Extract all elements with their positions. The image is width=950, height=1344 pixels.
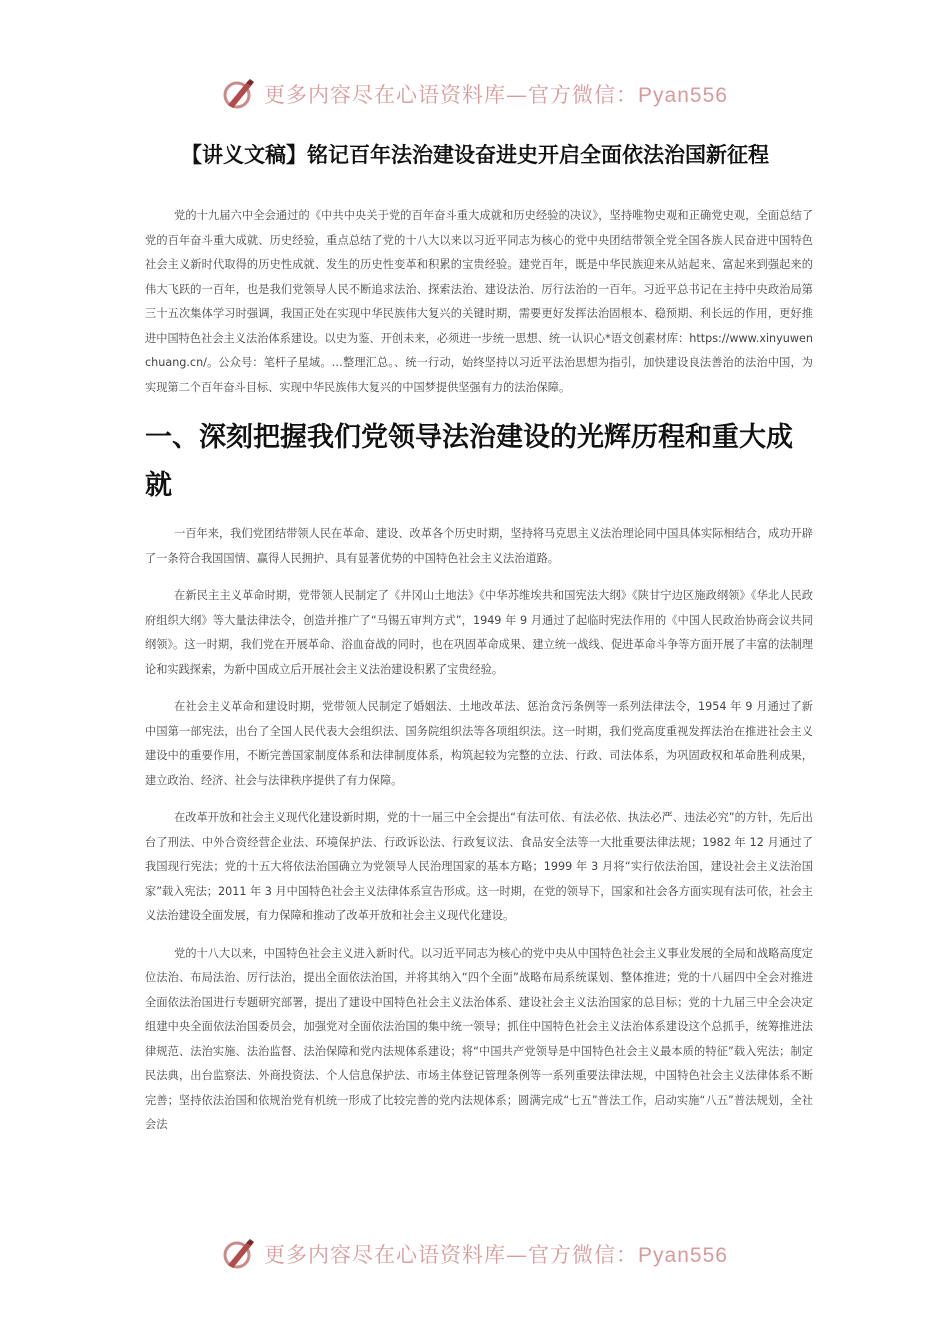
- wechat-id: Pyan556: [638, 1244, 728, 1267]
- banner-text: 更多内容尽在心语资料库—官方微信：Pyan556: [264, 83, 728, 107]
- banner-text: 更多内容尽在心语资料库—官方微信：Pyan556: [264, 1243, 728, 1267]
- footer-watermark-banner: [0, 1232, 950, 1276]
- wechat-id: Pyan556: [638, 84, 728, 107]
- body-paragraph: 一百年来，我们党团结带领人民在革命、建设、改革各个历史时期，坚持将马克思主义法治理论同中国具体实际相结合，成功开辟了一条符合我国国情、赢得人民拥护、具有显著优势的中国特色社会主义法治道路。: [145, 527, 813, 565]
- document-title: 【讲义文稿】铭记百年法治建设奋进史开启全面依法治国新征程: [181, 143, 769, 167]
- header-watermark-banner: [0, 72, 950, 116]
- body-paragraph: 党的十八大以来，中国特色社会主义进入新时代。以习近平同志为核心的党中央从中国特色社会主义事业发展的全局和战略高度定位法治、布局法治、厉行法治，提出全面依法治国，并将其纳入“四个全面”战略布局系统谋划、整体推进；党的十八届四中全会对推进全面依法治国进行专题研究部署，提出了建设中国特色社会主义法治体系、建设社会主义法治国家的总目标；党的十九届三中全会决定组建中央全面依法治国委员会，加强党对全面依法治国的集中统一领导；抓住中国特色社会主义法治体系建设这个总抓手，统筹推进法律规范、法治实施、法治监督、法治保障和党内法规体系建设；将“中国共产党领导是中国特色社会主义最本质的特征”载入宪法；制定民法典，出台监察法、外商投资法、个人信息保护法、市场主体登记管理条例等一系列重要法律法规，中国特色社会主义法律体系不断完善；坚持依法治国和依规治党有机统一形成了比较完善的党内法规体系；圆满完成“七五”普法工作，启动实施“八五”普法规划，全社会法: [145, 946, 813, 1131]
- pen-logo-icon: [222, 77, 256, 111]
- section-heading-1: 一、深刻把握我们党领导法治建设的光辉历程和重大成就: [145, 422, 793, 501]
- intro-paragraph: 党的十九届六中全会通过的《中共中央关于党的百年奋斗重大成就和历史经验的决议》，坚持唯物史观和正确党史观，全面总结了党的百年奋斗重大成就、历史经验，重点总结了党的十八大以来以习近平同志为核心的党中央团结带领全党全国各族人民奋进中国特色社会主义新时代取得的历史性成就、发生的历史性变革和积累的宝贵经验。建党百年，既是中华民族迎来从站起来、富起来到强起来的伟大飞跃的一百年，也是我们党领导人民不断追求法治、探索法治、建设法治、厉行法治的一百年。习近平总书记在主持中央政治局第三十五次集体学习时强调，我国正处在实现中华民族伟大复兴的关键时期，需要更好发挥法治固根本、稳预期、利长远的作用，更好推进中国特色社会主义法治体系建设。以史为鉴、开创未来，必须进一步统一思想、统一认识心*语文创素材库：https://www.xinyuwenchuang.cn/。公众号：笔杆子星域。…整理汇总。、统一行动，始终坚持以习近平法治思想为指引，加快建设良法善治的法治中国，为实现第二个百年奋斗目标、实现中华民族伟大复兴的中国梦提供坚强有力的法治保障。: [145, 209, 813, 394]
- pen-logo-icon: [222, 1237, 256, 1271]
- document-body: [145, 204, 813, 1151]
- body-paragraph: 在改革开放和社会主义现代化建设新时期，党的十一届三中全会提出“有法可依、有法必依、执法必严、违法必究”的方针，先后出台了刑法、中外合资经营企业法、环境保护法、行政诉讼法、行政复议法、食品安全法等一大批重要法律法规；1982 年 12 月通过了我国现行宪法；党的十五大将依法治国确立为党领导人民治理国家的基本方略；1999 年 3 月将“实行依法治国，建设社会主义法治国家”载入宪法；2011 年 3 月中国特色社会主义法律体系宣告形成。这一时期，在党的领导下，国家和社会各方面实现有法可依，社会主义法治建设全面发展，有力保障和推动了改革开放和社会主义现代化建设。: [145, 811, 813, 922]
- body-paragraph: 在新民主主义革命时期，党带领人民制定了《井冈山土地法》《中华苏维埃共和国宪法大纲》《陕甘宁边区施政纲领》《华北人民政府组织大纲》等大量法律法令，创造并推广了“马锡五审判方式”，1949 年 9 月通过了起临时宪法作用的《中国人民政治协商会议共同纲领》。这一时期，我们党在开展革命、浴血奋战的同时，也在巩固革命成果、建立统一战线、促进革命斗争等方面开展了丰富的法制理论和实践探索，为新中国成立后开展社会主义法治建设积累了宝贵经验。: [145, 589, 813, 676]
- body-paragraph: 在社会主义革命和建设时期，党带领人民制定了婚姻法、土地改革法、惩治贪污条例等一系列法律法令，1954 年 9 月通过了新中国第一部宪法，出台了全国人民代表大会组织法、国务院组织法等各项组织法。这一时期，我们党高度重视发挥法治在推进社会主义建设中的重要作用，不断完善国家制度体系和法律制度体系，构筑起较为完整的立法、行政、司法体系，为巩固政权和革命胜利成果，建立政治、经济、社会与法律秩序提供了有力保障。: [145, 700, 813, 787]
